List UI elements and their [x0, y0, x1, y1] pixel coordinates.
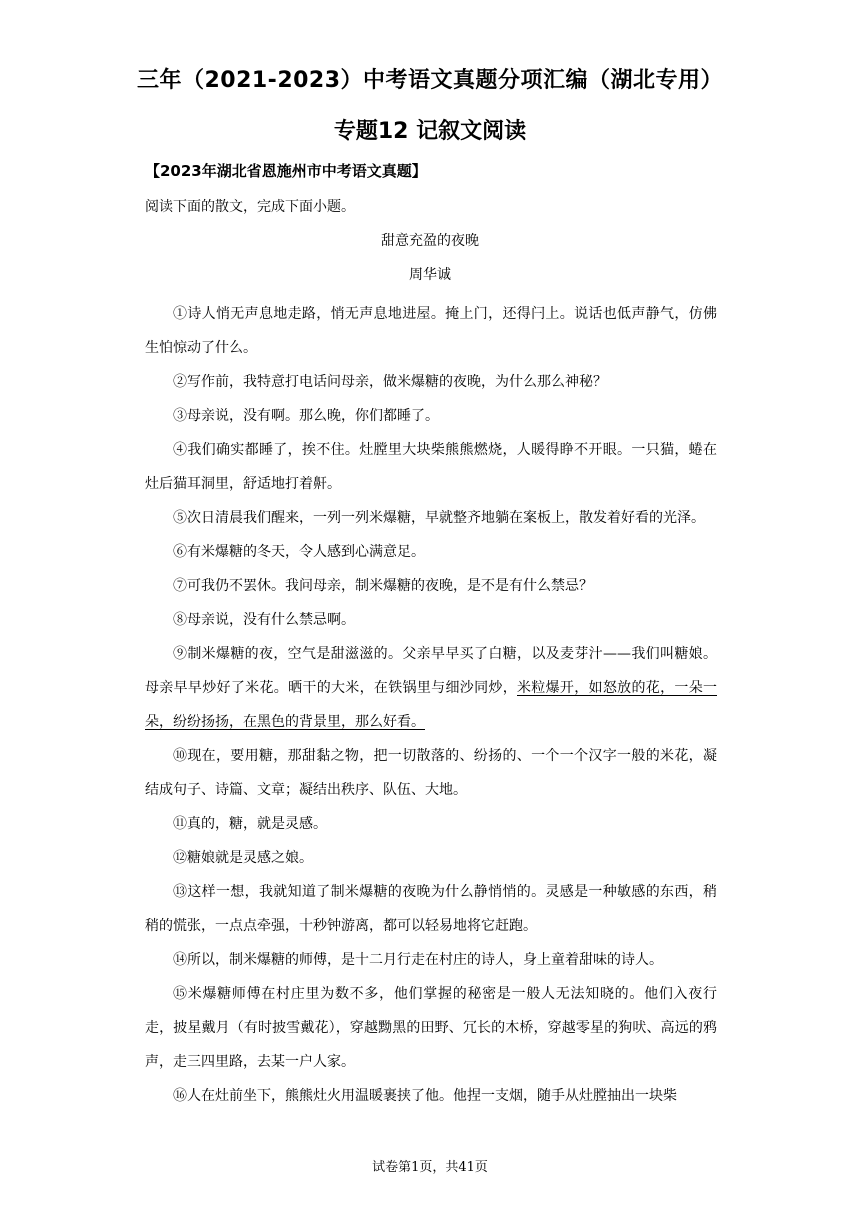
essay-author: 周华诚	[409, 267, 451, 283]
paragraph-1: ①诗人悄无声息地走路，悄无声息地进屋。掩上门，还得闩上。说话也低声静气，仿佛生怕惊动了什么。	[145, 306, 717, 356]
paragraph-5: ⑤次日清晨我们醒来，一列一列米爆糖，早就整齐地躺在案板上，散发着好看的光泽。	[173, 510, 705, 526]
exam-source-heading: 【2023年湖北省恩施州市中考语文真题】	[145, 162, 427, 180]
paragraph-2: ②写作前，我特意打电话问母亲，做米爆糖的夜晚，为什么那么神秘？	[173, 374, 607, 390]
page-footer: 试卷第1页，共41页	[372, 1160, 488, 1175]
document-main-title: 三年（2021-2023）中考语文真题分项汇编（湖北专用）	[136, 68, 724, 93]
reading-instruction: 阅读下面的散文，完成下面小题。	[145, 199, 355, 215]
paragraph-13: ⑬这样一想，我就知道了制米爆糖的夜晚为什么静悄悄的。灵感是一种敏感的东西，稍稍的慌张，一点点牵强，十秒钟游离，都可以轻易地将它赶跑。	[145, 884, 717, 934]
paragraph-9	[145, 637, 717, 739]
paragraph-8: ⑧母亲说，没有什么禁忌啊。	[173, 612, 355, 628]
document-sub-title: 专题12 记叙文阅读	[333, 119, 527, 144]
paragraph-9-text: ⑨制米爆糖的夜，空气是甜滋滋的。父亲早早买了白糖，以及麦芽汁——我们叫糖娘。母亲早早炒好了米花。晒干的大米，在铁锅里与细沙同炒，	[145, 646, 717, 696]
paragraph-12: ⑫糖娘就是灵感之娘。	[173, 850, 313, 866]
essay-body	[145, 297, 717, 1113]
paragraph-4: ④我们确实都睡了，挨不住。灶膛里大块柴熊熊燃烧，人暖得睁不开眼。一只猫，蜷在灶后猫耳洞里，舒适地打着鼾。	[145, 442, 717, 492]
paragraph-16: ⑯人在灶前坐下，熊熊灶火用温暖裹挟了他。他捏一支烟，随手从灶膛抽出一块柴	[173, 1088, 677, 1104]
paragraph-3: ③母亲说，没有啊。那么晚，你们都睡了。	[173, 408, 439, 424]
paragraph-15: ⑮米爆糖师傅在村庄里为数不多，他们掌握的秘密是一般人无法知晓的。他们入夜行走，披星戴月（有时披雪戴花），穿越黝黑的田野、冗长的木桥，穿越零星的狗吠、高远的鸦声，走三四里路，去某一户人家。	[145, 986, 717, 1070]
paragraph-7: ⑦可我仍不罢休。我问母亲，制米爆糖的夜晚，是不是有什么禁忌？	[173, 578, 593, 594]
essay-title: 甜意充盈的夜晚	[381, 233, 479, 249]
paragraph-14: ⑭所以，制米爆糖的师傅，是十二月行走在村庄的诗人，身上童着甜味的诗人。	[173, 952, 663, 968]
underlined-sentence: 米粒爆开，如怒放的花，一朵一朵，纷纷扬扬，在黑色的背景里，那么好看。	[145, 680, 717, 730]
paragraph-6: ⑥有米爆糖的冬天，令人感到心满意足。	[173, 544, 425, 560]
paragraph-11: ⑪真的，糖，就是灵感。	[173, 816, 327, 832]
paragraph-10: ⑩现在，要用糖，那甜黏之物，把一切散落的、纷扬的、一个一个汉字一般的米花，凝结成句子、诗篇、文章；凝结出秩序、队伍、大地。	[145, 748, 717, 798]
